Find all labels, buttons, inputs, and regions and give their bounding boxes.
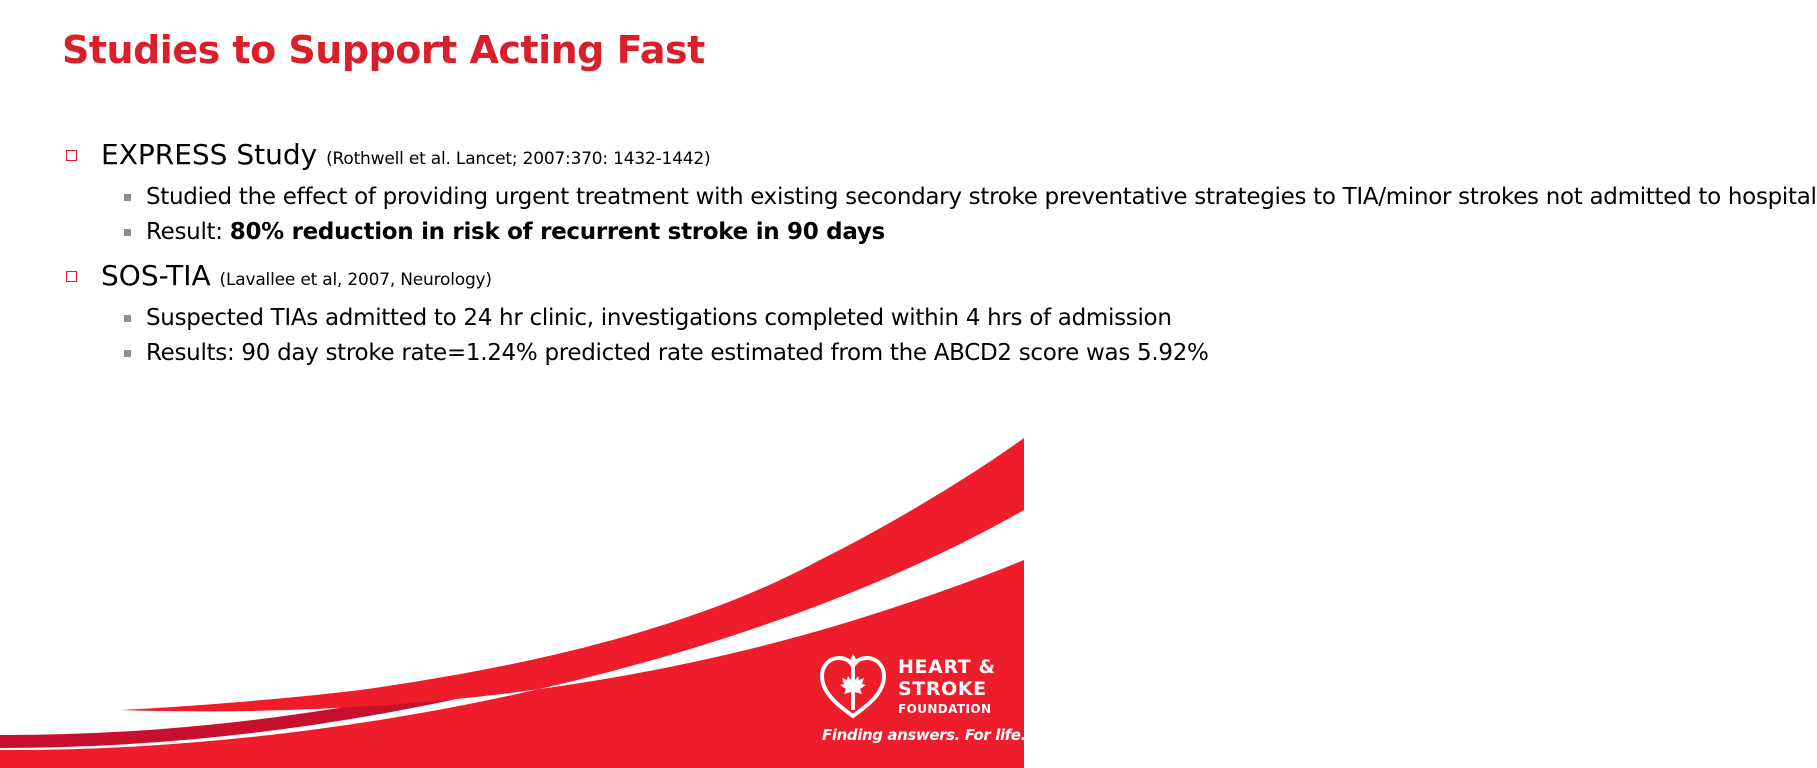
study-heading: EXPRESS Study bbox=[101, 138, 318, 171]
logo-tagline: Finding answers. For life. bbox=[822, 726, 1026, 744]
study-item-express bbox=[62, 136, 1817, 249]
slide-title: Studies to Support Acting Fast bbox=[62, 28, 705, 72]
result-highlight: 80% reduction in risk of recurrent stroke in 90 days bbox=[229, 218, 885, 245]
logo-line-1: HEART & bbox=[898, 656, 996, 678]
heart-torch-maple-leaf-icon bbox=[818, 652, 888, 722]
hollow-square-bullet-icon bbox=[66, 150, 77, 161]
detail-text: Results: 90 day stroke rate=1.24% predicted rate estimated from the ABCD2 score was 5.92% bbox=[146, 339, 1209, 366]
list-item bbox=[101, 336, 1209, 371]
logo-wordmark bbox=[898, 656, 996, 718]
list-item bbox=[101, 301, 1172, 336]
study-details-list bbox=[101, 180, 1817, 249]
heart-and-stroke-logo bbox=[818, 648, 1026, 752]
study-citation: (Lavallee et al, 2007, Neurology) bbox=[219, 270, 492, 290]
detail-text: Result: bbox=[146, 218, 230, 245]
list-item bbox=[101, 215, 885, 250]
detail-text: Studied the effect of providing urgent treatment with existing secondary stroke preventative strategies to TIA/minor strokes not admitted to hospital bbox=[146, 184, 1817, 210]
study-details-list bbox=[101, 301, 1209, 370]
square-bullet-icon bbox=[124, 194, 131, 201]
content-area bbox=[62, 136, 1817, 370]
study-citation: (Rothwell et al. Lancet; 2007:370: 1432-1442) bbox=[326, 149, 711, 169]
detail-text: Suspected TIAs admitted to 24 hr clinic, investigations completed within 4 hrs of admission bbox=[146, 305, 1172, 331]
hollow-square-bullet-icon bbox=[66, 271, 77, 282]
square-bullet-icon bbox=[124, 315, 131, 322]
study-heading: SOS-TIA bbox=[101, 259, 211, 292]
square-bullet-icon bbox=[124, 229, 131, 236]
square-bullet-icon bbox=[124, 350, 131, 357]
logo-line-3: FOUNDATION bbox=[898, 702, 992, 716]
list-item bbox=[101, 180, 1817, 215]
study-item-sos-tia bbox=[62, 257, 1209, 370]
logo-line-2: STROKE bbox=[898, 678, 987, 700]
